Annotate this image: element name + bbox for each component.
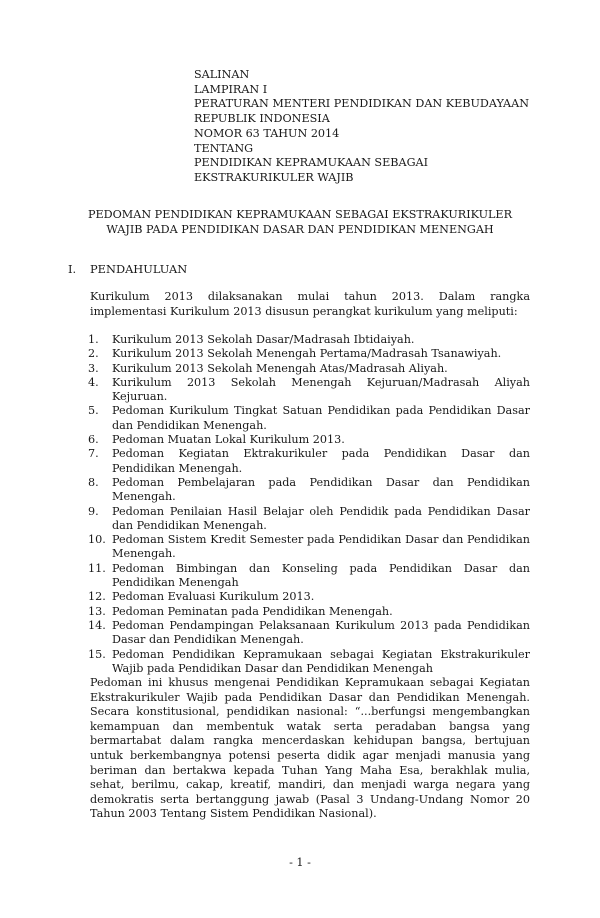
list-item-number: 8. — [88, 475, 99, 489]
body-paragraph: Pedoman ini khusus mengenai Pendidikan Kepramukaan sebagai Kegiatan Ekstrakurikuler Wajib pada Pendidikan Dasar dan Pendidikan Menengah. Secara konstitusional, pendidikan nasional: “...berfungsi mengembangkan kemampuan dan membentuk watak serta peradaban bangsa yang bermartabat dalam rangka mencerdaskan kehidupan bangsa, bertujuan untuk berkembangnya potensi peserta didik agar menjadi manusia yang beriman dan bertakwa kepada Tuhan Yang Maha Esa, berakhlak mulia, sehat, berilmu, cakap, kreatif, mandiri, dan menjadi warga negara yang demokratis serta bertanggung jawab (Pasal 3 Undang-Undang Nomor 20 Tahun 2003 Tentang Sistem Pendidikan Nasional). — [90, 676, 530, 821]
list-item — [88, 362, 530, 376]
list-item-text: Pedoman Evaluasi Kurikulum 2013. — [112, 590, 315, 604]
list-item — [88, 590, 530, 604]
list-item — [88, 333, 530, 347]
list-item-text: Kurikulum 2013 Sekolah Menengah Atas/Madrasah Aliyah. — [112, 361, 448, 375]
list-item-number: 4. — [88, 375, 99, 389]
page-number: - 1 - — [289, 856, 311, 869]
list-item-number: 6. — [88, 433, 99, 447]
list-item-text: Pedoman Kegiatan Ektrakurikuler pada Pendidikan Dasar dan Pendidikan Menengah. — [112, 447, 530, 475]
list-item-number: 1. — [88, 333, 99, 346]
list-item-number: 2. — [88, 347, 99, 361]
list-item-text: Pedoman Muatan Lokal Kurikulum 2013. — [112, 433, 345, 447]
list-item — [88, 533, 530, 562]
curriculum-list — [88, 333, 530, 676]
header-line-tentang: TENTANG — [194, 141, 254, 155]
list-item-text: Pedoman Pendidikan Kepramukaan sebagai Kegiatan Ekstrakurikuler Wajib pada Pendidikan Dasar dan Pendidikan Menengah — [112, 647, 530, 675]
list-item-text: Pedoman Peminatan pada Pendidikan Menengah. — [112, 604, 393, 618]
list-item — [88, 605, 530, 619]
list-item-text: Pedoman Kurikulum Tingkat Satuan Pendidikan pada Pendidikan Dasar dan Pendidikan Menengah. — [112, 404, 530, 432]
list-item — [88, 447, 530, 476]
list-item-number: 14. — [88, 618, 106, 632]
header-line-nomor: NOMOR 63 TAHUN 2014 — [194, 126, 340, 140]
list-item-text: Pedoman Bimbingan dan Konseling pada Pendidikan Dasar dan Pendidikan Menengah — [112, 561, 530, 590]
list-item — [88, 648, 530, 677]
list-item — [88, 562, 530, 591]
title-line-2: WAJIB PADA PENDIDIKAN DASAR DAN PENDIDIKAN MENENGAH — [106, 222, 494, 236]
header-line-subject-1: PENDIDIKAN KEPRAMUKAAN SEBAGAI — [194, 156, 429, 170]
header-line-subject-2: EKSTRAKURIKULER WAJIB — [194, 170, 354, 184]
list-item-text: Pedoman Penilaian Hasil Belajar oleh Pendidik pada Pendidikan Dasar dan Pendidikan Menengah. — [112, 504, 530, 532]
document-header — [194, 68, 529, 186]
list-item-number: 9. — [88, 504, 99, 518]
list-item-text: Pedoman Pembelajaran pada Pendidikan Dasar dan Pendidikan Menengah. — [112, 475, 530, 504]
list-item-number: 13. — [88, 604, 106, 618]
list-item — [88, 347, 530, 361]
list-item — [88, 433, 530, 447]
list-item-number: 12. — [88, 590, 106, 604]
list-item — [88, 505, 530, 534]
list-item-number: 7. — [88, 447, 99, 461]
list-item-number: 10. — [88, 533, 106, 547]
header-line-peraturan: PERATURAN MENTERI PENDIDIKAN DAN KEBUDAYAAN — [194, 97, 529, 111]
list-item-text: Kurikulum 2013 Sekolah Menengah Pertama/Madrasah Tsanawiyah. — [112, 347, 502, 361]
list-item-number: 15. — [88, 647, 106, 661]
list-item-text: Kurikulum 2013 Sekolah Dasar/Madrasah Ibtidaiyah. — [112, 333, 415, 346]
list-item — [88, 619, 530, 648]
list-item-text: Pedoman Pendampingan Pelaksanaan Kurikulum 2013 pada Pendidikan Dasar dan Pendidikan Menengah. — [112, 618, 530, 647]
list-item — [88, 404, 530, 433]
header-line-lampiran: LAMPIRAN I — [194, 82, 268, 96]
list-item-number: 5. — [88, 404, 99, 418]
list-item-text: Kurikulum 2013 Sekolah Menengah Kejuruan/Madrasah Aliyah Kejuruan. — [112, 375, 530, 404]
list-item — [88, 476, 530, 505]
title-line-1: PEDOMAN PENDIDIKAN KEPRAMUKAAN SEBAGAI EKSTRAKURIKULER — [87, 208, 513, 221]
header-line-salinan: SALINAN — [194, 68, 250, 81]
list-item — [88, 376, 530, 405]
section-label: PENDAHULUAN — [90, 262, 188, 276]
list-item-number: 11. — [88, 561, 106, 575]
list-item-number: 3. — [88, 361, 99, 375]
list-item-text: Pedoman Sistem Kredit Semester pada Pendidikan Dasar dan Pendidikan Menengah. — [112, 533, 530, 561]
section-number: I. — [68, 262, 77, 276]
header-line-republik: REPUBLIK INDONESIA — [194, 112, 330, 126]
intro-paragraph: Kurikulum 2013 dilaksanakan mulai tahun 2013. Dalam rangka implementasi Kurikulum 2013 disusun perangkat kurikulum yang meliputi: — [90, 290, 530, 318]
document-title — [60, 208, 540, 237]
